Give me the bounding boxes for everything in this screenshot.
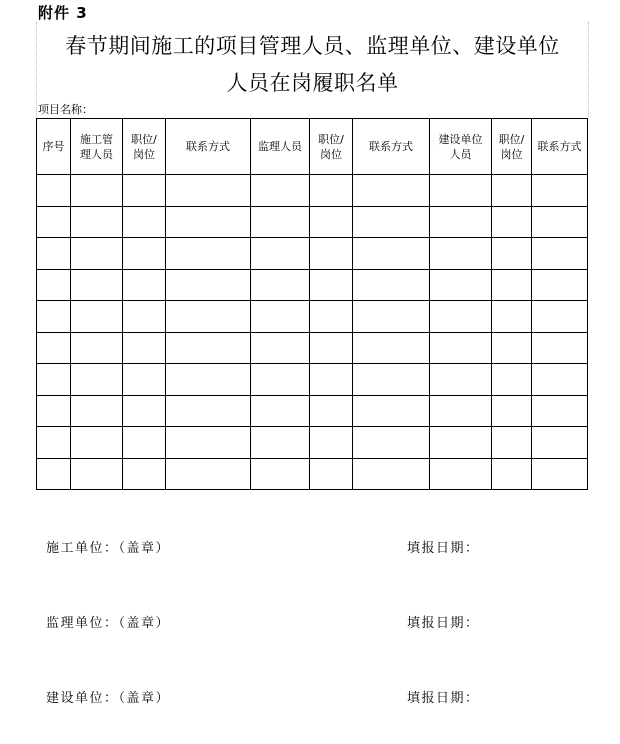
table-cell[interactable] bbox=[310, 427, 353, 459]
table-cell[interactable] bbox=[430, 301, 492, 333]
table-cell[interactable] bbox=[71, 206, 123, 238]
table-cell[interactable] bbox=[310, 458, 353, 490]
table-cell[interactable] bbox=[353, 206, 430, 238]
table-cell[interactable] bbox=[310, 175, 353, 207]
table-cell[interactable] bbox=[532, 206, 588, 238]
table-cell[interactable] bbox=[430, 427, 492, 459]
table-cell[interactable] bbox=[166, 175, 251, 207]
column-header bbox=[166, 119, 251, 175]
table-cell[interactable] bbox=[71, 458, 123, 490]
table-cell[interactable] bbox=[492, 301, 532, 333]
table-cell[interactable] bbox=[71, 364, 123, 396]
table-cell[interactable] bbox=[166, 301, 251, 333]
table-header-row bbox=[37, 119, 588, 175]
table-cell[interactable] bbox=[532, 269, 588, 301]
column-header bbox=[251, 119, 310, 175]
table-cell[interactable] bbox=[353, 395, 430, 427]
table-cell[interactable] bbox=[492, 364, 532, 396]
table-cell[interactable] bbox=[532, 364, 588, 396]
table-cell[interactable] bbox=[532, 427, 588, 459]
column-header-text: 联系方式 bbox=[369, 140, 413, 153]
column-header bbox=[532, 119, 588, 175]
table-cell[interactable] bbox=[166, 269, 251, 301]
project-name-label: 项目名称： bbox=[38, 103, 93, 116]
table-cell[interactable] bbox=[123, 458, 166, 490]
table-row bbox=[37, 458, 588, 490]
column-header-text: 建设单位 bbox=[438, 132, 483, 146]
table-cell[interactable] bbox=[532, 301, 588, 333]
table-cell[interactable] bbox=[251, 175, 310, 207]
table-cell[interactable] bbox=[37, 301, 71, 333]
column-header bbox=[430, 119, 492, 175]
table-cell[interactable] bbox=[37, 269, 71, 301]
table-cell[interactable] bbox=[532, 332, 588, 364]
table-cell[interactable] bbox=[251, 427, 310, 459]
table-cell[interactable] bbox=[123, 238, 166, 270]
table-cell[interactable] bbox=[166, 364, 251, 396]
supervision-unit-seal-label: 监理单位：（盖章） bbox=[46, 616, 171, 631]
table-cell[interactable] bbox=[123, 301, 166, 333]
table-row bbox=[37, 427, 588, 459]
table-cell[interactable] bbox=[353, 427, 430, 459]
table-cell[interactable] bbox=[71, 332, 123, 364]
table-row bbox=[37, 175, 588, 207]
table-row bbox=[37, 238, 588, 270]
table-cell[interactable] bbox=[71, 175, 123, 207]
table-cell[interactable] bbox=[310, 206, 353, 238]
table-cell[interactable] bbox=[71, 301, 123, 333]
table-cell[interactable] bbox=[492, 458, 532, 490]
column-header-text: 施工管 bbox=[80, 132, 113, 146]
table-cell[interactable] bbox=[492, 238, 532, 270]
table-cell[interactable] bbox=[430, 332, 492, 364]
staff-roster-table bbox=[36, 118, 588, 490]
table-cell[interactable] bbox=[430, 395, 492, 427]
table-cell[interactable] bbox=[310, 395, 353, 427]
table-cell[interactable] bbox=[430, 175, 492, 207]
table-cell[interactable] bbox=[123, 364, 166, 396]
table-cell[interactable] bbox=[123, 175, 166, 207]
table-cell[interactable] bbox=[492, 206, 532, 238]
table-cell[interactable] bbox=[123, 332, 166, 364]
table-cell[interactable] bbox=[37, 364, 71, 396]
table-cell[interactable] bbox=[71, 395, 123, 427]
column-header bbox=[353, 119, 430, 175]
table-cell[interactable] bbox=[166, 427, 251, 459]
table-cell[interactable] bbox=[37, 458, 71, 490]
owner-unit-seal-label: 建设单位：（盖章） bbox=[46, 691, 171, 706]
table-cell[interactable] bbox=[532, 175, 588, 207]
column-header-text: 职位/ bbox=[318, 132, 344, 146]
supervision-fill-date-label: 填报日期： bbox=[407, 616, 480, 631]
table-cell[interactable] bbox=[430, 364, 492, 396]
table-cell[interactable] bbox=[37, 332, 71, 364]
table-cell[interactable] bbox=[430, 206, 492, 238]
table-cell[interactable] bbox=[310, 238, 353, 270]
table-cell[interactable] bbox=[430, 269, 492, 301]
column-header-text: 岗位 bbox=[500, 147, 523, 161]
table-cell[interactable] bbox=[37, 395, 71, 427]
table-cell[interactable] bbox=[251, 395, 310, 427]
table-cell[interactable] bbox=[310, 332, 353, 364]
annex-label: 附件 3 bbox=[38, 4, 88, 22]
table-cell[interactable] bbox=[71, 269, 123, 301]
table-cell[interactable] bbox=[353, 301, 430, 333]
table-cell[interactable] bbox=[353, 458, 430, 490]
table-cell[interactable] bbox=[310, 364, 353, 396]
table-cell[interactable] bbox=[251, 238, 310, 270]
table-cell[interactable] bbox=[492, 175, 532, 207]
construction-unit-seal-label: 施工单位：（盖章） bbox=[46, 541, 171, 556]
table-row bbox=[37, 206, 588, 238]
column-header-text: 职位/ bbox=[498, 132, 525, 146]
table-row bbox=[37, 269, 588, 301]
table-cell[interactable] bbox=[251, 269, 310, 301]
table-cell[interactable] bbox=[166, 238, 251, 270]
table-cell[interactable] bbox=[71, 427, 123, 459]
column-header bbox=[37, 119, 71, 175]
column-header-text: 联系方式 bbox=[537, 140, 582, 153]
table-cell[interactable] bbox=[251, 206, 310, 238]
table-cell[interactable] bbox=[123, 206, 166, 238]
column-header-text: 监理人员 bbox=[258, 140, 302, 153]
table-row bbox=[37, 332, 588, 364]
table-cell[interactable] bbox=[310, 269, 353, 301]
table-cell[interactable] bbox=[166, 458, 251, 490]
column-header-text: 职位/ bbox=[131, 132, 157, 146]
table-cell[interactable] bbox=[492, 269, 532, 301]
table-cell[interactable] bbox=[37, 206, 71, 238]
column-header bbox=[71, 119, 123, 175]
table-cell[interactable] bbox=[71, 238, 123, 270]
table-cell[interactable] bbox=[353, 332, 430, 364]
table-cell[interactable] bbox=[251, 332, 310, 364]
table-cell[interactable] bbox=[492, 427, 532, 459]
table-cell[interactable] bbox=[353, 238, 430, 270]
table-cell[interactable] bbox=[166, 395, 251, 427]
title-line-1: 春节期间施工的项目管理人员、监理单位、建设单位 bbox=[65, 34, 560, 58]
column-header-text: 岗位 bbox=[133, 147, 155, 161]
column-header-text: 理人员 bbox=[80, 147, 113, 161]
table-cell[interactable] bbox=[37, 238, 71, 270]
table-cell[interactable] bbox=[251, 301, 310, 333]
table-cell[interactable] bbox=[532, 458, 588, 490]
construction-fill-date-label: 填报日期： bbox=[407, 541, 480, 556]
column-header-text: 联系方式 bbox=[186, 140, 230, 153]
table-row bbox=[37, 301, 588, 333]
table-body bbox=[37, 175, 588, 490]
table-row bbox=[37, 395, 588, 427]
table-cell[interactable] bbox=[123, 269, 166, 301]
table-cell[interactable] bbox=[37, 175, 71, 207]
table-cell[interactable] bbox=[532, 238, 588, 270]
table-cell[interactable] bbox=[353, 175, 430, 207]
table-cell[interactable] bbox=[310, 301, 353, 333]
column-header-text: 序号 bbox=[42, 140, 65, 153]
table-cell[interactable] bbox=[37, 427, 71, 459]
owner-fill-date-label: 填报日期： bbox=[407, 691, 480, 706]
table-cell[interactable] bbox=[353, 364, 430, 396]
table-cell[interactable] bbox=[492, 332, 532, 364]
column-header-text: 人员 bbox=[449, 147, 472, 161]
table-cell[interactable] bbox=[166, 332, 251, 364]
table-cell[interactable] bbox=[251, 364, 310, 396]
table-cell[interactable] bbox=[532, 395, 588, 427]
table-cell[interactable] bbox=[251, 458, 310, 490]
table-cell[interactable] bbox=[353, 269, 430, 301]
table-row bbox=[37, 364, 588, 396]
table-cell[interactable] bbox=[430, 458, 492, 490]
table-cell[interactable] bbox=[430, 238, 492, 270]
title-line-2: 人员在岗履职名单 bbox=[226, 71, 399, 95]
column-header bbox=[492, 119, 532, 175]
table-cell[interactable] bbox=[166, 206, 251, 238]
table-cell[interactable] bbox=[123, 395, 166, 427]
column-header bbox=[310, 119, 353, 175]
table-cell[interactable] bbox=[492, 395, 532, 427]
document-title bbox=[36, 22, 589, 118]
column-header-text: 岗位 bbox=[320, 147, 342, 161]
table-cell[interactable] bbox=[123, 427, 166, 459]
column-header bbox=[123, 119, 166, 175]
